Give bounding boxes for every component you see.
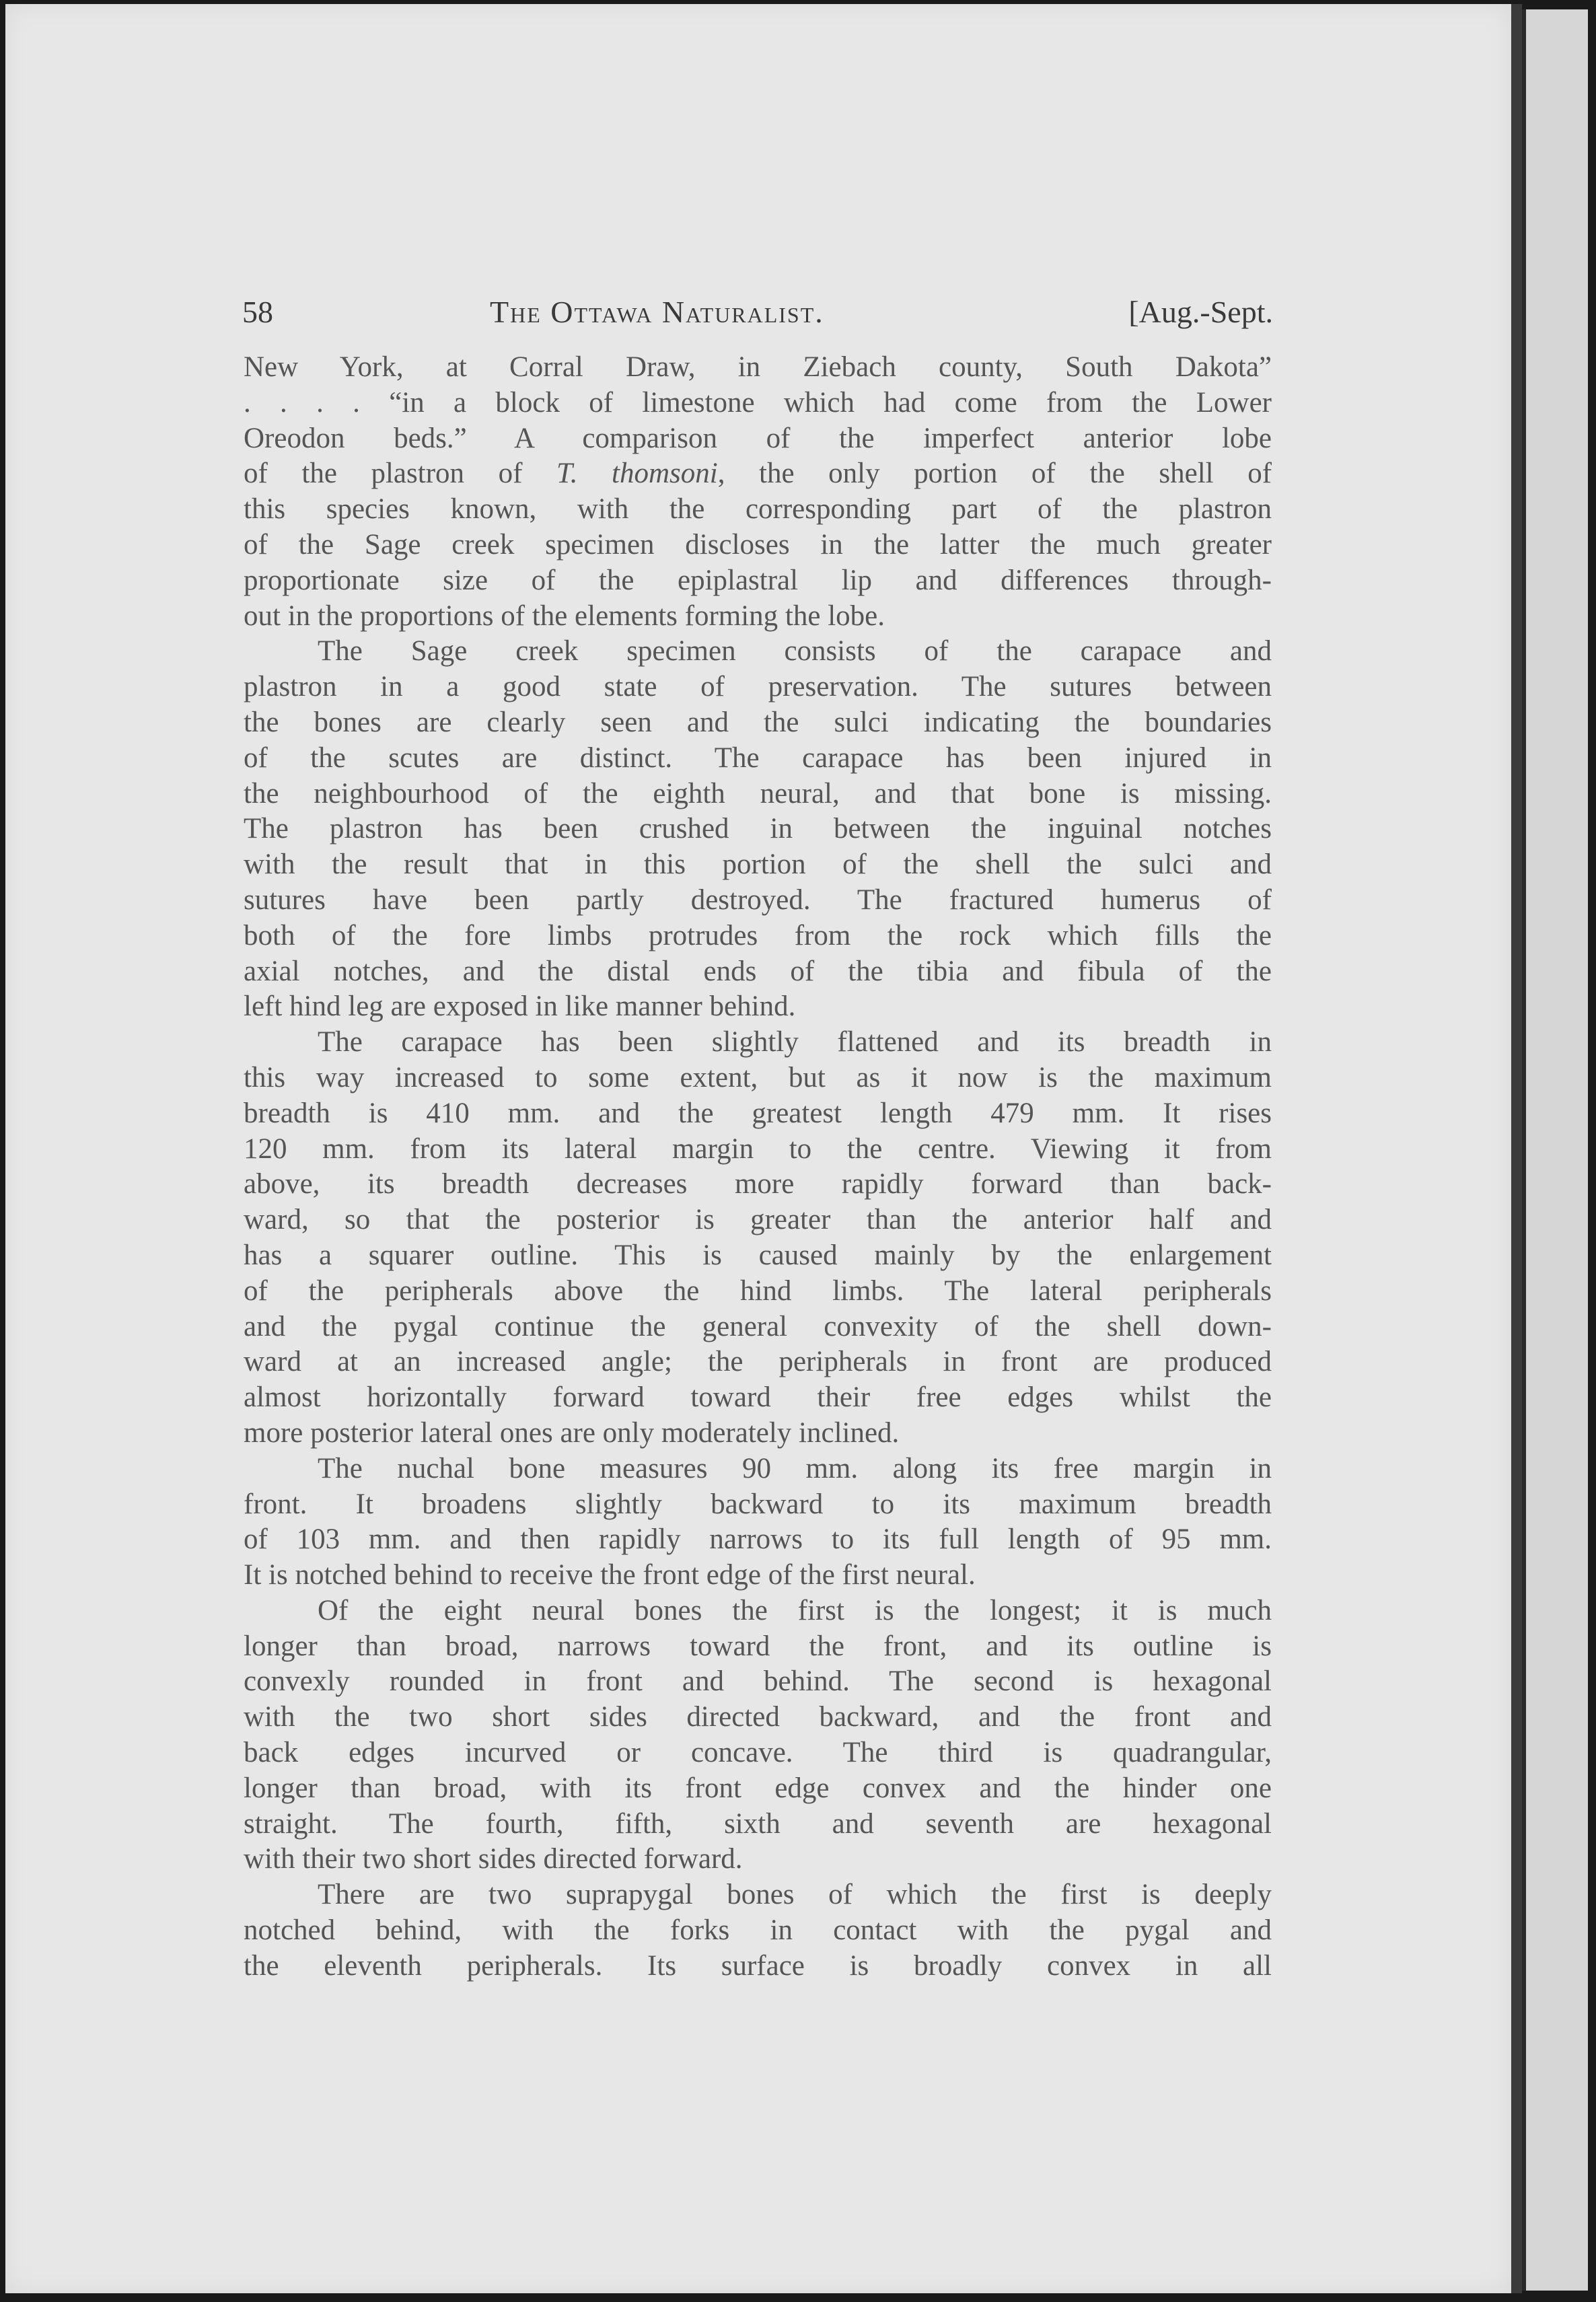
article-body (244, 350, 1272, 1984)
text-line (244, 456, 1272, 492)
text-line: the eleventh peripherals. Its surface is broadly convex in all (244, 1949, 1272, 1982)
text-line: The plastron has been crushed in between the inguinal notches (244, 813, 1272, 845)
text-line: axial notches, and the distal ends of the tibia and fibula of the (244, 955, 1272, 987)
text-line: left hind leg are exposed in like manner behind. (244, 991, 796, 1023)
page-number: 58 (242, 295, 273, 329)
text-line: The nuchal bone measures 90 mm. along its free margin in (318, 1452, 1272, 1484)
text-line: back edges incurved or concave. The third is quadrangular, (244, 1737, 1272, 1769)
text-line: New York, at Corral Draw, in Ziebach county, South Dakota” (244, 351, 1272, 383)
text-line: with the two short sides directed backward, and the front and (244, 1701, 1272, 1733)
adjacent-page-edge (1522, 9, 1588, 2291)
running-header (242, 291, 1273, 334)
text-line: both of the fore limbs protrudes from the rock which fills the (244, 919, 1272, 951)
text-line: of 103 mm. and then rapidly narrows to its full length of 95 mm. (244, 1523, 1272, 1556)
text-line: front. It broadens slightly backward to its maximum breadth (244, 1488, 1272, 1520)
text-line: There are two suprapygal bones of which the first is deeply (318, 1879, 1272, 1911)
issue-date: [Aug.-Sept. (1128, 295, 1273, 329)
text-line: Of the eight neural bones the first is the longest; it is much (318, 1594, 1272, 1626)
text-line: . . . . “in a block of limestone which had come from the Lower (244, 386, 1272, 419)
journal-title: The Ottawa Naturalist. (490, 295, 824, 329)
text-line: The Sage creek specimen consists of the carapace and (318, 635, 1272, 668)
text-line: ward, so that the posterior is greater than the anterior half and (244, 1204, 1272, 1236)
text-line: longer than broad, with its front edge convex and the hinder one (244, 1772, 1272, 1804)
text-line: sutures have been partly destroyed. The fractured humerus of (244, 884, 1272, 916)
page-gutter-shadow (1511, 4, 1522, 2293)
text-line: ward at an increased angle; the peripherals in front are produced (244, 1346, 1272, 1378)
text-line: longer than broad, narrows toward the front, and its outline is (244, 1630, 1272, 1662)
text-line: Oreodon beds.” A comparison of the imperfect anterior lobe (244, 422, 1272, 454)
text-line: of the scutes are distinct. The carapace has been injured in (244, 742, 1272, 774)
text-line: 120 mm. from its lateral margin to the centre. Viewing it from (244, 1132, 1272, 1165)
text-line: almost horizontally forward toward their free edges whilst the (244, 1381, 1272, 1414)
species-name-italic: T. thomsoni (556, 458, 718, 490)
text-line: proportionate size of the epiplastral lip and differences through- (244, 564, 1272, 596)
text-line: above, its breadth decreases more rapidly forward than back- (244, 1168, 1272, 1200)
text-segment: of the plastron of (244, 458, 556, 490)
text-line: out in the proportions of the elements forming the lobe. (244, 600, 885, 632)
text-line: more posterior lateral ones are only moderately inclined. (244, 1416, 900, 1449)
text-line: with their two short sides directed forward. (244, 1843, 743, 1875)
text-line: plastron in a good state of preservation. The sutures between (244, 671, 1272, 703)
text-line: breadth is 410 mm. and the greatest length 479 mm. It rises (244, 1097, 1272, 1129)
text-line: the bones are clearly seen and the sulci indicating the boundaries (244, 706, 1272, 738)
text-line: of the Sage creek specimen discloses in the latter the much greater (244, 528, 1272, 561)
text-line: the neighbourhood of the eighth neural, and that bone is missing. (244, 777, 1272, 810)
text-line: straight. The fourth, fifth, sixth and seventh are hexagonal (244, 1807, 1272, 1840)
text-line: notched behind, with the forks in contact with the pygal and (244, 1914, 1272, 1947)
text-line: has a squarer outline. This is caused mainly by the enlargement (244, 1239, 1272, 1271)
text-segment: , the only portion of the shell of (717, 458, 1272, 490)
text-line: convexly rounded in front and behind. The second is hexagonal (244, 1665, 1272, 1698)
text-line: with the result that in this portion of the shell the sulci and (244, 849, 1272, 881)
text-line: and the pygal continue the general convexity of the shell down- (244, 1310, 1272, 1342)
text-line: this species known, with the corresponding part of the plastron (244, 493, 1272, 526)
text-line: this way increased to some extent, but as it now is the maximum (244, 1061, 1272, 1093)
text-line: The carapace has been slightly flattened and its breadth in (318, 1026, 1272, 1058)
text-line: It is notched behind to receive the front edge of the first neural. (244, 1559, 976, 1591)
text-line: of the peripherals above the hind limbs. The lateral peripherals (244, 1274, 1272, 1307)
